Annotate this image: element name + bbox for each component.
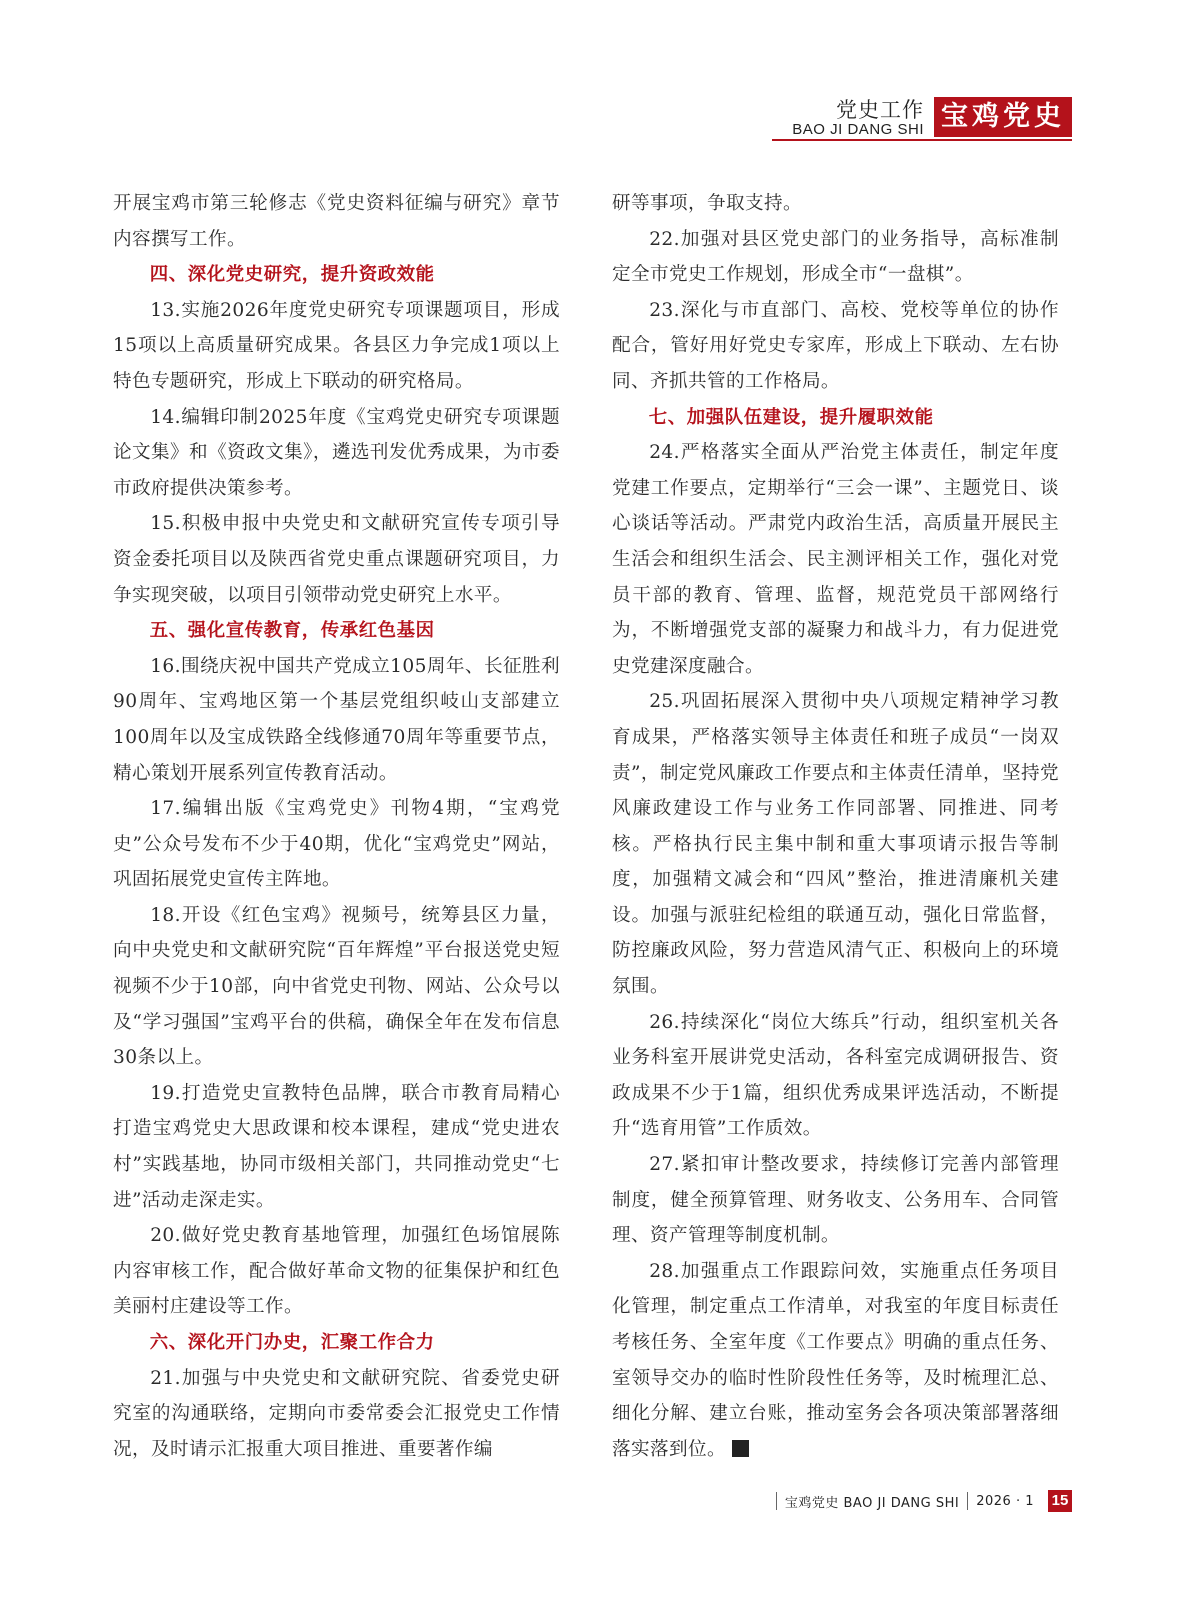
footer-issue: 2026 · 1	[976, 1493, 1034, 1509]
page-footer	[768, 1490, 1072, 1512]
body-paragraph	[612, 1254, 1059, 1468]
body-paragraph	[113, 293, 560, 400]
paragraph-text: 22.加强对县区党史部门的业务指导，高标准制定全市党史工作规划，形成全市“一盘棋”。	[612, 228, 1059, 286]
header-section-cn: 党史工作	[836, 98, 924, 122]
paragraph-text: 19.打造党史宣教特色品牌，联合市教育局精心打造宝鸡党史大思政课和校本课程，建成“党史进农村”实践基地，协同市级相关部门，共同推动党史“七进”活动走深走实。	[113, 1082, 560, 1211]
paragraph-text: 七、加强队伍建设，提升履职效能	[648, 406, 934, 428]
paragraph-text: 研等事项，争取支持。	[612, 193, 802, 214]
body-paragraph	[113, 186, 560, 257]
paragraph-text: 开展宝鸡市第三轮修志《党史资料征编与研究》章节内容撰写工作。	[113, 193, 560, 250]
body-paragraph	[612, 186, 1059, 222]
body-paragraph	[612, 293, 1059, 400]
paragraph-text: 16.围绕庆祝中国共产党成立105周年、长征胜利90周年、宝鸡地区第一个基层党组织岐山支部建立100周年以及宝成铁路全线修通70周年等重要节点，精心策划开展系列宣传教育活动。	[113, 655, 560, 784]
body-paragraph	[113, 1076, 560, 1218]
footer-divider	[967, 1492, 968, 1510]
body-paragraph	[612, 435, 1059, 684]
header-section-label	[792, 99, 924, 139]
paragraph-text: 四、深化党史研究，提升资政效能	[149, 264, 435, 286]
paragraph-text: 21.加强与中央党史和文献研究院、省委党史研究室的沟通联络，定期向市委常委会汇报党史工作情况，及时请示汇报重大项目推进、重要著作编	[113, 1367, 560, 1460]
body-paragraph	[113, 1218, 560, 1325]
body-paragraph	[113, 791, 560, 898]
brand-logo: 宝鸡党史	[934, 97, 1072, 137]
footer-divider	[776, 1492, 777, 1510]
paragraph-text: 六、深化开门办史，汇聚工作合力	[149, 1332, 435, 1353]
body-paragraph	[113, 506, 560, 613]
paragraph-text: 25.巩固拓展深入贯彻中央八项规定精神学习教育成果，严格落实领导主体责任和班子成员“一岗双责”，制定党风廉政工作要点和主体责任清单，坚持党风廉政建设工作与业务工作同部署、同推进、同考核。严格执行民主集中制和重大事项请示报告等制度，加强精文减会和“四风”整治，推进清廉机关建设。加强与派驻纪检组的联通互动，强化日常监督，防控廉政风险，努力营造风清气正、积极向上的环境氛围。	[612, 691, 1059, 998]
section-heading	[612, 400, 1059, 436]
footer-journal: 宝鸡党史 BAO JI DANG SHI	[784, 1495, 960, 1511]
paragraph-text: 23.深化与市直部门、高校、党校等单位的协作配合，管好用好党史专家库，形成上下联动、左右协同、齐抓共管的工作格局。	[612, 299, 1059, 392]
paragraph-text: 24.严格落实全面从严治党主体责任，制定年度党建工作要点，定期举行“三会一课”、主题党日、谈心谈话等活动。严肃党内政治生活，高质量开展民主生活会和组织生活会、民主测评相关工作，强化对党员干部的教育、管理、监督，规范党员干部网络行为，不断增强党支部的凝聚力和战斗力，有力促进党史党建深度融合。	[612, 442, 1059, 677]
paragraph-text: 27.紧扣审计整改要求，持续修订完善内部管理制度，健全预算管理、财务收支、公务用车、合同管理、资产管理等制度机制。	[612, 1154, 1059, 1247]
page-number: 15	[1048, 1490, 1072, 1512]
body-paragraph	[113, 649, 560, 791]
header-section-en: BAO JI DANG SHI	[792, 121, 924, 138]
paragraph-text: 17.编辑出版《宝鸡党史》刊物4期，“宝鸡党史”公众号发布不少于40期，优化“宝鸡党史”网站，巩固拓展党史宣传主阵地。	[113, 798, 560, 891]
paragraph-text: 五、强化宣传教育，传承红色基因	[149, 620, 435, 642]
page-header	[752, 97, 1072, 141]
section-heading	[113, 613, 560, 649]
paragraph-text: 15.积极申报中央党史和文献研究宣传专项引导资金委托项目以及陕西省党史重点课题研究项目，力争实现突破，以项目引领带动党史研究上水平。	[113, 513, 560, 606]
paragraph-text: 18.开设《红色宝鸡》视频号，统筹县区力量，向中央党史和文献研究院“百年辉煌”平台报送党史短视频不少于10部，向中省党史刊物、网站、公众号以及“学习强国”宝鸡平台的供稿，确保全年在发布信息30条以上。	[113, 904, 560, 1069]
section-heading	[113, 257, 560, 293]
end-mark-icon	[732, 1440, 749, 1457]
paragraph-text: 14.编辑印制2025年度《宝鸡党史研究专项课题论文集》和《资政文集》，遴选刊发优秀成果，为市委市政府提供决策参考。	[113, 406, 560, 499]
left-column	[113, 186, 560, 1467]
header-rule	[772, 139, 1072, 141]
paragraph-text: 26.持续深化“岗位大练兵”行动，组织室机关各业务科室开展讲党史活动，各科室完成调研报告、资政成果不少于1篇，组织优秀成果评选活动，不断提升“选育用管”工作质效。	[612, 1011, 1059, 1140]
paragraph-text: 28.加强重点工作跟踪问效，实施重点任务项目化管理，制定重点工作清单，对我室的年度目标责任考核任务、全室年度《工作要点》明确的重点任务、室领导交办的临时性阶段性任务等，及时梳理汇总、细化分解、建立台账，推动室务会各项决策部署落细落实落到位。	[612, 1260, 1059, 1460]
body-paragraph	[113, 1361, 560, 1468]
body-paragraph	[612, 222, 1059, 293]
paragraph-text: 13.实施2026年度党史研究专项课题项目，形成15项以上高质量研究成果。各县区力争完成1项以上特色专题研究，形成上下联动的研究格局。	[113, 299, 560, 392]
body-paragraph	[113, 898, 560, 1076]
body-paragraph	[612, 1005, 1059, 1147]
body-paragraph	[612, 684, 1059, 1004]
body-paragraph	[612, 1147, 1059, 1254]
body-paragraph	[113, 400, 560, 507]
right-column	[612, 186, 1059, 1467]
paragraph-text: 20.做好党史教育基地管理，加强红色场馆展陈内容审核工作，配合做好革命文物的征集保护和红色美丽村庄建设等工作。	[113, 1225, 560, 1318]
section-heading	[113, 1325, 560, 1361]
